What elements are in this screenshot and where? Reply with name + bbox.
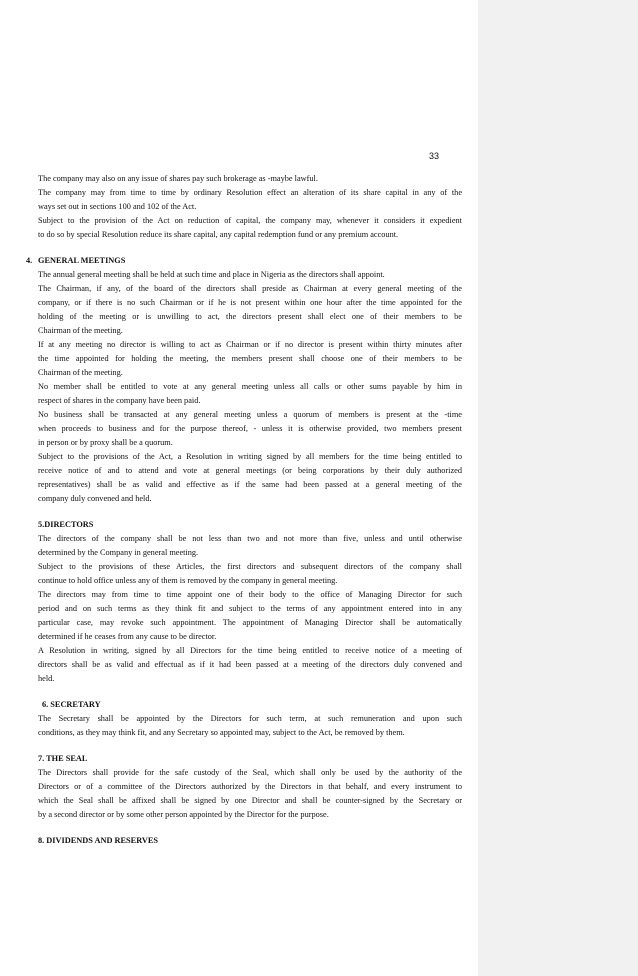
section-heading-dividends-and-reserves: 8. DIVIDENDS AND RESERVES: [38, 836, 159, 845]
text-line: Subject to the provision of the Act on reduction of capital, the company may, whenever it considers it expedient: [38, 216, 462, 225]
text-line: Chairman of the meeting.: [38, 326, 123, 335]
text-line: Directors or of a committee of the Directors authorized by the Directors in that behalf, and every instrument to: [38, 782, 462, 791]
text-line: conditions, as they may think fit, and any Secretary so appointed may, subject to the Act, be removed by them.: [38, 728, 405, 737]
text-line: continue to hold office unless any of them is removed by the company in general meeting.: [38, 576, 338, 585]
text-line: which the Seal shall be affixed shall be signed by one Director and shall be counter-signed by the Secretary or: [38, 796, 462, 805]
text-line: Chairman of the meeting.: [38, 368, 123, 377]
text-line: The directors may from time to time appoint one of their body to the office of Managing Director for such: [38, 590, 462, 599]
general-meetings-body: [26, 268, 462, 506]
text-line: No business shall be transacted at any general meeting unless a quorum of members is present at the -time: [38, 410, 462, 419]
text-line: period and on such terms as they think fit and subject to the terms of any appointment entered into in any: [38, 604, 462, 613]
text-line: determined if he ceases from any cause to be director.: [38, 632, 217, 641]
text-line: A Resolution in writing, signed by all Directors for the time being entitled to receive notice of a meeting of: [38, 646, 462, 655]
text-line: The Directors shall provide for the safe custody of the Seal, which shall only be used by the authority of the: [38, 768, 462, 777]
section-heading-the-seal: 7. THE SEAL: [38, 754, 88, 763]
text-line: held.: [38, 674, 55, 683]
text-line: No member shall be entitled to vote at any general meeting unless all calls or other sums payable by him in: [38, 382, 462, 391]
text-line: particular case, may revoke such appointment. The appointment of Managing Director shall be automatically: [38, 618, 462, 627]
text-line: when proceeds to business and for the purpose thereof, - unless it is otherwise provided, two members present: [38, 424, 462, 433]
document-body: [26, 172, 462, 848]
text-line: The directors of the company shall be not less than two and not more than five, unless and until otherwise: [38, 534, 462, 543]
text-line: company, or if there is no such Chairman or if he is not present within one hour after the time appointed for the: [38, 298, 462, 307]
text-line: Subject to the provisions of the Act, a Resolution in writing signed by all members for the time being entitled to: [38, 452, 462, 461]
section-heading-general-meetings: 4. GENERAL MEETINGS: [26, 256, 126, 265]
page-number: 33: [428, 151, 439, 161]
text-line: representatives) shall be as valid and effective as if the same had been passed at a general meeting of the: [38, 480, 462, 489]
text-line: directors shall be as valid and effectual as if it had been passed at a meeting of the directors duly convened and: [38, 660, 462, 669]
section-heading-directors: 5.DIRECTORS: [38, 520, 94, 529]
text-line: in person or by proxy shall be a quorum.: [38, 438, 173, 447]
text-line: the time appointed for holding the meeting, the members present shall choose one of their members to be: [38, 354, 462, 363]
text-line: The Chairman, if any, of the board of the directors shall preside as Chairman at every general meeting of the: [38, 284, 462, 293]
text-line: The annual general meeting shall be held at such time and place in Nigeria as the directors shall appoint.: [38, 270, 385, 279]
text-line: ways set out in sections 100 and 102 of the Act.: [38, 202, 197, 211]
comment-margin-pane: [478, 0, 638, 976]
text-line: The company may from time to time by ordinary Resolution effect an alteration of its share capital in any of the: [38, 188, 462, 197]
text-line: to do so by special Resolution reduce its share capital, any capital redemption fund or any premium account.: [38, 230, 399, 239]
text-line: by a second director or by some other person appointed by the Director for the purpose.: [38, 810, 329, 819]
text-line: receive notice of and to attend and vote at general meetings (or being corporations by their duly authorized: [38, 466, 462, 475]
text-line: respect of shares in the company have been paid.: [38, 396, 201, 405]
text-line: The Secretary shall be appointed by the Directors for such term, at such remuneration and upon such: [38, 714, 462, 723]
text-line: If at any meeting no director is willing to act as Chairman or if no director is present within thirty minutes after: [38, 340, 462, 349]
text-line: determined by the Company in general meeting.: [38, 548, 199, 557]
intro-paragraph: [26, 172, 462, 242]
text-line: The company may also on any issue of shares pay such brokerage as -maybe lawful.: [38, 174, 318, 183]
text-line: company duly convened and held.: [38, 494, 152, 503]
section-heading-secretary: 6. SECRETARY: [42, 700, 101, 709]
text-line: holding of the meeting or is unwilling to act, the directors present shall elect one of their members to be: [38, 312, 462, 321]
text-line: Subject to the provisions of these Articles, the first directors and subsequent directors of the company shall: [38, 562, 462, 571]
